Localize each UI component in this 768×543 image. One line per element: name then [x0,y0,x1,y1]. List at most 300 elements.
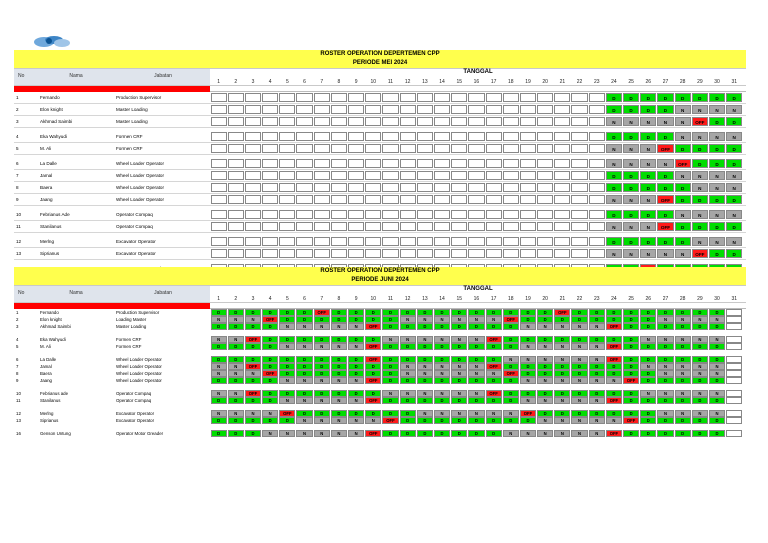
shift-empty-cell [468,249,484,258]
employee-name: M. Ali [40,344,51,349]
shift-empty-cell [331,132,347,141]
shift-day-cell: D [468,430,484,437]
shift-day-cell: D [503,323,519,330]
row-number: 11 [16,224,21,229]
shift-day-cell: D [228,430,244,437]
shift-day-cell: D [709,117,725,126]
shift-empty-cell [314,210,330,219]
roster-row [14,104,746,116]
shift-day-cell: D [692,397,708,404]
shift-empty-cell [503,132,519,141]
day-number: 3 [251,296,255,302]
shift-empty-cell [554,171,570,180]
employee-job: Excavator Operator [116,239,156,244]
shift-empty-cell [417,222,433,231]
shift-empty-cell [262,144,278,153]
shift-night-cell: N [245,370,261,377]
shift-day-cell: D [623,343,639,350]
shift-night-cell: N [571,397,587,404]
shift-night-cell: N [520,323,536,330]
shift-empty-cell [228,249,244,258]
shift-day-cell: D [640,316,656,323]
shift-empty-cell [314,171,330,180]
employee-name: Elon knight [40,107,63,112]
shift-day-cell: D [331,390,347,397]
shift-night-cell: N [640,222,656,231]
shift-empty-cell [262,117,278,126]
shift-night-cell: N [228,390,244,397]
shift-empty-cell [554,210,570,219]
shift-day-cell: D [434,356,450,363]
shift-cells [210,158,743,169]
shift-night-cell: N [640,117,656,126]
shift-empty-cell [331,144,347,153]
employee-job: Production Supervisor [116,310,160,315]
shift-day-cell: D [657,343,673,350]
shift-empty-cell [451,195,467,204]
employee-job: Excavator Operator [116,411,155,416]
shift-empty-cell [726,356,742,363]
shift-night-cell: N [537,417,553,424]
shift-day-cell: D [675,222,691,231]
shift-night-cell: N [434,410,450,417]
day-number: 7 [320,296,324,302]
shift-night-cell: N [640,336,656,343]
shift-night-cell: N [468,410,484,417]
shift-day-cell: D [279,309,295,316]
shift-day-cell: D [451,343,467,350]
shift-empty-cell [279,237,295,246]
row-number: 3 [16,324,19,329]
employee-job: Wheel Loader Operator [116,378,162,383]
shift-empty-cell [365,159,381,168]
shift-empty-cell [503,249,519,258]
shift-day-cell: D [228,397,244,404]
row-number: 8 [16,185,19,190]
shift-day-cell: D [228,309,244,316]
may-day-header [210,79,743,85]
shift-empty-cell [726,397,742,404]
employee-job: Excavator Operator [116,418,155,423]
shift-day-cell: D [640,132,656,141]
shift-cells [210,377,743,384]
employee-name: Fernando [40,95,60,100]
shift-day-cell: D [382,377,398,384]
may-roster-body [14,92,746,275]
shift-night-cell: N [451,390,467,397]
shift-day-cell: D [623,132,639,141]
shift-day-cell: D [211,356,227,363]
shift-day-cell: D [709,249,725,258]
shift-night-cell: N [279,343,295,350]
shift-empty-cell [434,132,450,141]
shift-empty-cell [245,222,261,231]
shift-day-cell: D [296,363,312,370]
shift-day-cell: D [314,356,330,363]
shift-empty-cell [451,237,467,246]
shift-day-cell: D [382,316,398,323]
june-title: ROSTER OPERATION DEPERTEMEN CPP [14,267,746,276]
shift-night-cell: N [279,397,295,404]
row-number: 10 [16,391,21,396]
roster-row [14,377,746,384]
shift-day-cell: D [726,195,742,204]
shift-empty-cell [571,93,587,102]
shift-day-cell: D [211,430,227,437]
shift-day-cell: D [262,356,278,363]
shift-day-cell: D [486,323,502,330]
shift-day-cell: D [520,370,536,377]
shift-day-cell: D [434,397,450,404]
shift-day-cell: D [675,323,691,330]
shift-day-cell: D [675,417,691,424]
shift-day-cell: D [675,93,691,102]
shift-empty-cell [228,210,244,219]
day-number: 12 [404,79,411,85]
roster-row [14,410,746,417]
shift-day-cell: D [692,93,708,102]
shift-cells [210,397,743,404]
day-number: 20 [542,79,548,85]
shift-day-cell: D [606,93,622,102]
shift-cells [210,209,743,220]
shift-empty-cell [211,183,227,192]
shift-empty-cell [296,117,312,126]
day-number: 17 [490,79,497,85]
shift-empty-cell [571,117,587,126]
shift-day-cell: D [262,323,278,330]
shift-day-cell: D [503,397,519,404]
shift-day-cell: D [348,390,364,397]
shift-empty-cell [228,171,244,180]
shift-day-cell: D [606,132,622,141]
shift-empty-cell [554,183,570,192]
employee-name: La Dalle [40,161,57,166]
may-period: PERIODE MEI 2024 [14,59,746,68]
shift-night-cell: N [657,159,673,168]
roster-row [14,209,746,221]
employee-name: Eka Wahyudi [40,337,66,342]
shift-empty-cell [537,210,553,219]
shift-day-cell: D [640,183,656,192]
employee-name: Genson Untung [40,431,71,436]
shift-night-cell: N [554,417,570,424]
shift-off-cell: OFF [365,356,381,363]
shift-night-cell: N [709,316,725,323]
shift-empty-cell [468,237,484,246]
shift-day-cell: D [486,356,502,363]
shift-off-cell: OFF [245,336,261,343]
shift-night-cell: N [468,336,484,343]
day-number: 21 [559,79,566,85]
shift-off-cell: OFF [486,390,502,397]
shift-night-cell: N [228,363,244,370]
shift-night-cell: N [417,363,433,370]
shift-night-cell: N [657,410,673,417]
shift-day-cell: D [296,316,312,323]
shift-empty-cell [417,159,433,168]
day-number: 1 [217,79,220,85]
shift-empty-cell [382,159,398,168]
shift-empty-cell [537,117,553,126]
shift-day-cell: D [623,171,639,180]
shift-day-cell: D [709,397,725,404]
shift-day-cell: D [228,377,244,384]
shift-empty-cell [331,183,347,192]
shift-empty-cell [211,105,227,114]
shift-cells [210,343,743,350]
shift-empty-cell [245,117,261,126]
shift-empty-cell [296,222,312,231]
shift-empty-cell [486,93,502,102]
row-number: 9 [16,378,19,383]
shift-empty-cell [468,105,484,114]
day-number: 8 [337,296,341,302]
shift-off-cell: OFF [606,323,622,330]
shift-empty-cell [589,222,605,231]
shift-empty-cell [262,171,278,180]
shift-empty-cell [726,390,742,397]
shift-empty-cell [417,237,433,246]
shift-night-cell: N [296,430,312,437]
shift-day-cell: D [434,309,450,316]
shift-empty-cell [537,222,553,231]
shift-night-cell: N [709,410,725,417]
shift-day-cell: D [400,397,416,404]
shift-day-cell: D [400,377,416,384]
shift-day-cell: D [365,363,381,370]
shift-empty-cell [434,210,450,219]
shift-empty-cell [348,105,364,114]
shift-empty-cell [589,132,605,141]
shift-empty-cell [348,237,364,246]
shift-empty-cell [589,237,605,246]
shift-night-cell: N [314,343,330,350]
shift-day-cell: D [657,417,673,424]
shift-empty-cell [296,159,312,168]
shift-empty-cell [348,171,364,180]
shift-day-cell: D [314,370,330,377]
day-number: 10 [370,296,377,302]
shift-day-cell: D [245,309,261,316]
shift-day-cell: D [228,343,244,350]
shift-empty-cell [726,370,742,377]
shift-day-cell: D [348,370,364,377]
shift-empty-cell [228,237,244,246]
shift-empty-cell [589,105,605,114]
shift-empty-cell [279,171,295,180]
shift-day-cell: D [709,222,725,231]
shift-day-cell: D [692,356,708,363]
col-header-no: No [14,286,36,302]
shift-day-cell: D [726,159,742,168]
may-roster-sheet [14,50,746,275]
shift-day-cell: D [606,316,622,323]
shift-empty-cell [211,195,227,204]
shift-night-cell: N [554,377,570,384]
shift-empty-cell [434,222,450,231]
shift-empty-cell [296,171,312,180]
shift-night-cell: N [692,410,708,417]
shift-night-cell: N [623,117,639,126]
row-number: 4 [16,134,19,139]
roster-row [14,430,746,437]
shift-day-cell: D [537,309,553,316]
shift-night-cell: N [623,195,639,204]
shift-night-cell: N [434,363,450,370]
shift-empty-cell [726,336,742,343]
shift-night-cell: N [657,370,673,377]
shift-empty-cell [279,132,295,141]
day-number: 27 [662,79,669,85]
shift-day-cell: D [709,323,725,330]
may-header-row [14,68,746,86]
shift-day-cell: D [279,417,295,424]
shift-empty-cell [571,222,587,231]
shift-day-cell: D [537,410,553,417]
shift-empty-cell [382,237,398,246]
col-header-jabatan: Jabatan [116,286,210,302]
shift-empty-cell [400,183,416,192]
roster-row [14,182,746,194]
shift-empty-cell [520,105,536,114]
roster-row [14,323,746,330]
shift-day-cell: D [623,336,639,343]
shift-empty-cell [434,105,450,114]
shift-empty-cell [417,171,433,180]
employee-job: Operator Compaq [116,212,153,217]
shift-empty-cell [554,159,570,168]
shift-day-cell: D [692,377,708,384]
day-number: 28 [679,296,686,302]
shift-empty-cell [348,93,364,102]
shift-day-cell: D [623,316,639,323]
shift-empty-cell [365,105,381,114]
shift-night-cell: N [589,417,605,424]
shift-off-cell: OFF [606,397,622,404]
shift-night-cell: N [675,370,691,377]
shift-night-cell: N [726,105,742,114]
day-number: 5 [285,296,289,302]
shift-empty-cell [211,93,227,102]
shift-empty-cell [365,237,381,246]
shift-empty-cell [520,117,536,126]
shift-day-cell: D [640,397,656,404]
shift-day-cell: D [606,363,622,370]
day-number: 29 [697,296,703,302]
shift-cells [210,410,743,417]
shift-empty-cell [451,105,467,114]
shift-day-cell: D [606,105,622,114]
shift-day-cell: D [692,309,708,316]
shift-empty-cell [211,210,227,219]
shift-off-cell: OFF [520,410,536,417]
day-number: 5 [285,79,289,85]
shift-day-cell: D [640,370,656,377]
shift-night-cell: N [417,370,433,377]
shift-empty-cell [245,210,261,219]
shift-empty-cell [296,210,312,219]
shift-day-cell: D [296,410,312,417]
shift-night-cell: N [520,356,536,363]
shift-day-cell: D [348,316,364,323]
employee-job: Production Supervisor [116,95,162,100]
shift-day-cell: D [211,309,227,316]
shift-night-cell: N [640,390,656,397]
shift-night-cell: N [709,105,725,114]
shift-day-cell: D [675,343,691,350]
roster-row [14,417,746,424]
row-number: 4 [16,337,19,342]
shift-empty-cell [296,93,312,102]
shift-day-cell: D [606,410,622,417]
shift-day-cell: D [554,410,570,417]
row-number: 2 [16,107,19,112]
shift-empty-cell [520,222,536,231]
shift-day-cell: D [365,316,381,323]
shift-empty-cell [400,159,416,168]
shift-day-cell: D [451,377,467,384]
shift-day-cell: D [657,356,673,363]
row-number: 1 [16,95,19,100]
shift-empty-cell [571,105,587,114]
shift-empty-cell [331,249,347,258]
shift-empty-cell [726,343,742,350]
employee-name: Elon knight [40,317,62,322]
shift-day-cell: D [709,144,725,153]
shift-day-cell: D [417,323,433,330]
shift-night-cell: N [675,210,691,219]
shift-night-cell: N [451,336,467,343]
day-number: 12 [404,296,411,302]
shift-off-cell: OFF [692,117,708,126]
shift-night-cell: N [537,397,553,404]
shift-empty-cell [279,195,295,204]
shift-night-cell: N [520,377,536,384]
shift-day-cell: D [640,343,656,350]
shift-empty-cell [296,132,312,141]
shift-day-cell: D [486,343,502,350]
shift-empty-cell [451,210,467,219]
day-number: 30 [714,79,720,85]
shift-night-cell: N [434,390,450,397]
employee-job: Operator Compaq [116,391,152,396]
shift-empty-cell [400,171,416,180]
shift-day-cell: D [675,309,691,316]
shift-day-cell: D [314,336,330,343]
roster-row [14,236,746,248]
shift-empty-cell [503,159,519,168]
shift-day-cell: D [640,105,656,114]
shift-empty-cell [382,183,398,192]
shift-day-cell: D [296,336,312,343]
shift-empty-cell [468,117,484,126]
shift-day-cell: D [657,377,673,384]
row-number: 12 [16,411,21,416]
shift-empty-cell [589,210,605,219]
shift-day-cell: D [726,144,742,153]
shift-cells [210,116,743,127]
day-number: 19 [525,79,531,85]
shift-night-cell: N [675,171,691,180]
shift-empty-cell [726,417,742,424]
shift-day-cell: D [365,410,381,417]
shift-empty-cell [520,171,536,180]
shift-empty-cell [365,144,381,153]
shift-empty-cell [382,105,398,114]
shift-night-cell: N [692,336,708,343]
shift-day-cell: D [211,397,227,404]
